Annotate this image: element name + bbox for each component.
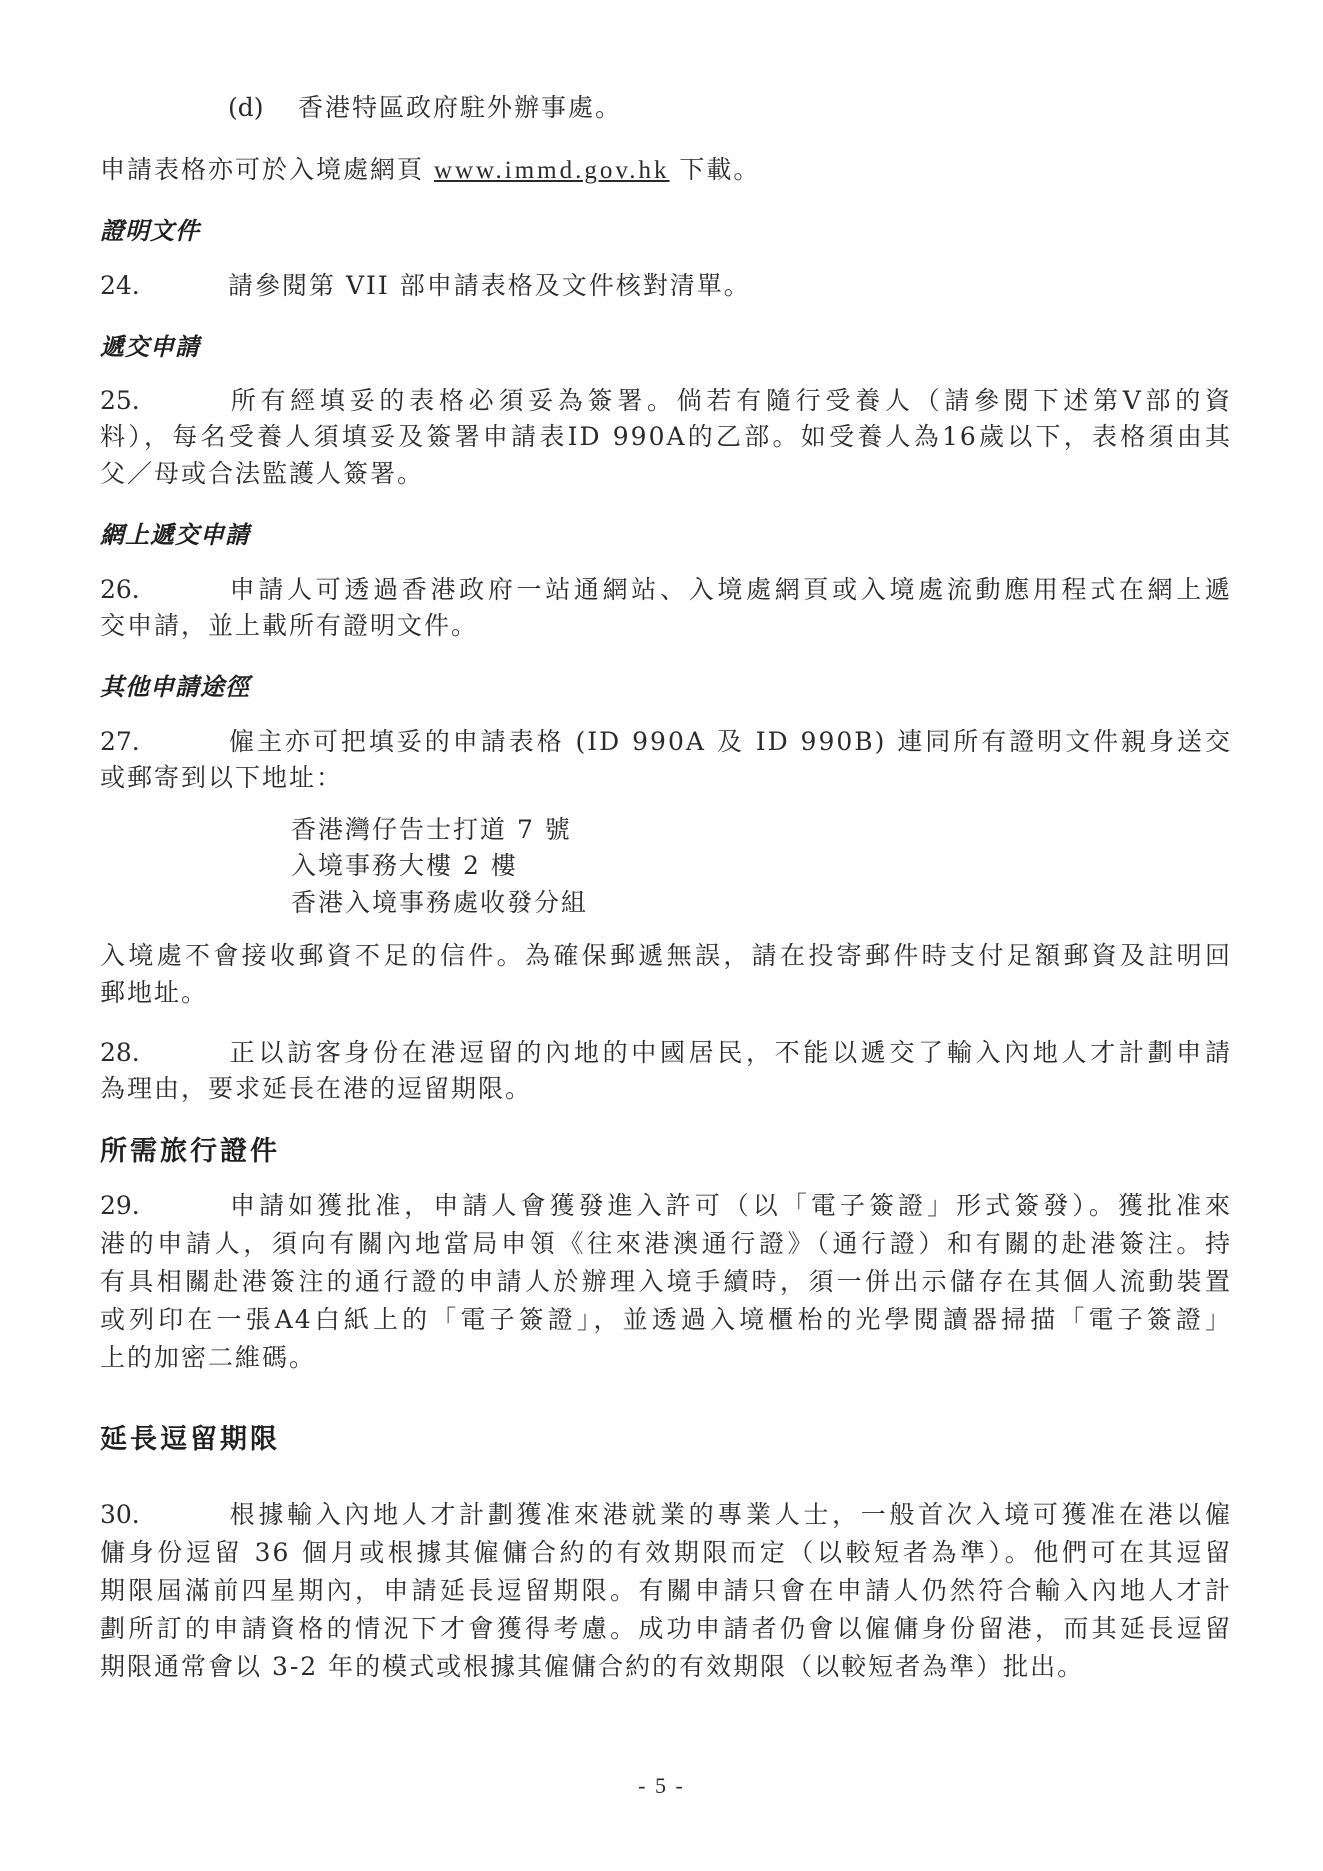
paragraph-27-line-1	[100, 724, 1232, 760]
paragraph-24	[100, 268, 751, 304]
paragraph-number: 26.	[100, 575, 140, 604]
paragraph-27-line-2: 或郵寄到以下地址：	[100, 763, 344, 792]
paragraph-30-line-3: 期限屆滿前四星期內，申請延長逗留期限。有關申請只會在申請人仍然符合輸入內地人才計	[100, 1576, 1232, 1605]
address-line-3: 香港入境事務處收發分組	[291, 888, 589, 917]
paragraph-text: 申請人可透過香港政府一站通網站、入境處網頁或入境處流動應用程式在網上遞	[228, 575, 1232, 604]
postage-note-line-1: 入境處不會接收郵資不足的信件。為確保郵遞無誤，請在投寄郵件時支付足額郵資及註明回	[100, 941, 1232, 970]
paragraph-text: 請參閱第 VII 部申請表格及文件核對清單。	[228, 271, 751, 300]
paragraph-28-line-2: 為理由，要求延長在港的逗留期限。	[100, 1074, 533, 1103]
paragraph-28-line-1	[100, 1035, 1232, 1071]
paragraph-number: 25.	[100, 386, 140, 415]
paragraph-text: 僱主亦可把填妥的申請表格 (ID 990A 及 ID 990B) 連同所有證明文件親身送交	[228, 727, 1232, 756]
paragraph-number: 30.	[100, 1500, 140, 1529]
paragraph-29-line-3: 有具相關赴港簽注的通行證的申請人於辦理入境手續時，須一併出示儲存在其個人流動裝置	[100, 1267, 1232, 1296]
heading-extension-of-stay: 延長逗留期限	[100, 1424, 280, 1455]
website-link[interactable]: www.immd.gov.hk	[433, 157, 670, 184]
paragraph-25-line-2: 料），每名受養人須填妥及簽署申請表ID 990A的乙部。如受養人為16歲以下，表格須由其	[100, 422, 1232, 451]
list-item-label: (d)	[228, 93, 264, 122]
paragraph-number: 24.	[100, 271, 140, 300]
paragraph-30-line-4: 劃所訂的申請資格的情況下才會獲得考慮。成功申請者仍會以僱傭身份留港，而其延長逗留	[100, 1614, 1232, 1643]
paragraph-number: 29.	[100, 1191, 140, 1220]
address-line-2: 入境事務大樓 2 樓	[291, 851, 518, 880]
paragraph-25-line-3: 父／母或合法監護人簽署。	[100, 459, 425, 488]
heading-other-channels: 其他申請途徑	[100, 673, 250, 701]
list-item-d	[228, 90, 622, 126]
paragraph-29-line-2: 港的申請人，須向有關內地當局申領《往來港澳通行證》（通行證）和有關的赴港簽注。持	[100, 1229, 1232, 1258]
paragraph-30-line-2: 傭身份逗留 36 個月或根據其僱傭合約的有效期限而定（以較短者為準）。他們可在其逗留	[100, 1538, 1232, 1567]
address-line-1: 香港灣仔告士打道 7 號	[291, 815, 572, 844]
list-item-text: 香港特區政府駐外辦事處。	[297, 93, 622, 122]
paragraph-29-line-1	[100, 1188, 1232, 1224]
download-note-text: 申請表格亦可於入境處網頁	[100, 155, 434, 184]
postage-note-line-2: 郵地址。	[100, 978, 209, 1007]
paragraph-26-line-1	[100, 572, 1232, 608]
paragraph-text: 正以訪客身份在港逗留的內地的中國居民，不能以遞交了輸入內地人才計劃申請	[228, 1038, 1232, 1067]
paragraph-25-line-1	[100, 383, 1232, 419]
paragraph-29-line-5: 上的加密二維碼。	[100, 1343, 317, 1372]
heading-submission: 遞交申請	[100, 333, 200, 361]
paragraph-30-line-5: 期限通常會以 3-2 年的模式或根據其僱傭合約的有效期限（以較短者為準）批出。	[100, 1652, 1085, 1681]
paragraph-number: 27.	[100, 727, 140, 756]
heading-supporting-documents: 證明文件	[100, 217, 200, 245]
download-note	[100, 152, 760, 189]
paragraph-text: 所有經填妥的表格必須妥為簽署。倘若有隨行受養人（請參閱下述第V部的資	[228, 386, 1232, 415]
paragraph-text: 申請如獲批准，申請人會獲發進入許可（以「電子簽證」形式簽發）。獲批准來	[228, 1191, 1232, 1220]
page-number: - 5 -	[638, 1773, 685, 1798]
paragraph-26-line-2: 交申請，並上載所有證明文件。	[100, 611, 479, 640]
heading-travel-documents: 所需旅行證件	[100, 1136, 280, 1167]
paragraph-30-line-1	[100, 1497, 1232, 1533]
paragraph-number: 28.	[100, 1038, 140, 1067]
download-note-suffix: 下載。	[669, 155, 761, 184]
paragraph-text: 根據輸入內地人才計劃獲准來港就業的專業人士，一般首次入境可獲准在港以僱	[228, 1500, 1232, 1529]
heading-online-submission: 網上遞交申請	[100, 521, 250, 549]
paragraph-29-line-4: 或列印在一張A4白紙上的「電子簽證」，並透過入境櫃枱的光學閱讀器掃描「電子簽證」	[100, 1305, 1232, 1334]
